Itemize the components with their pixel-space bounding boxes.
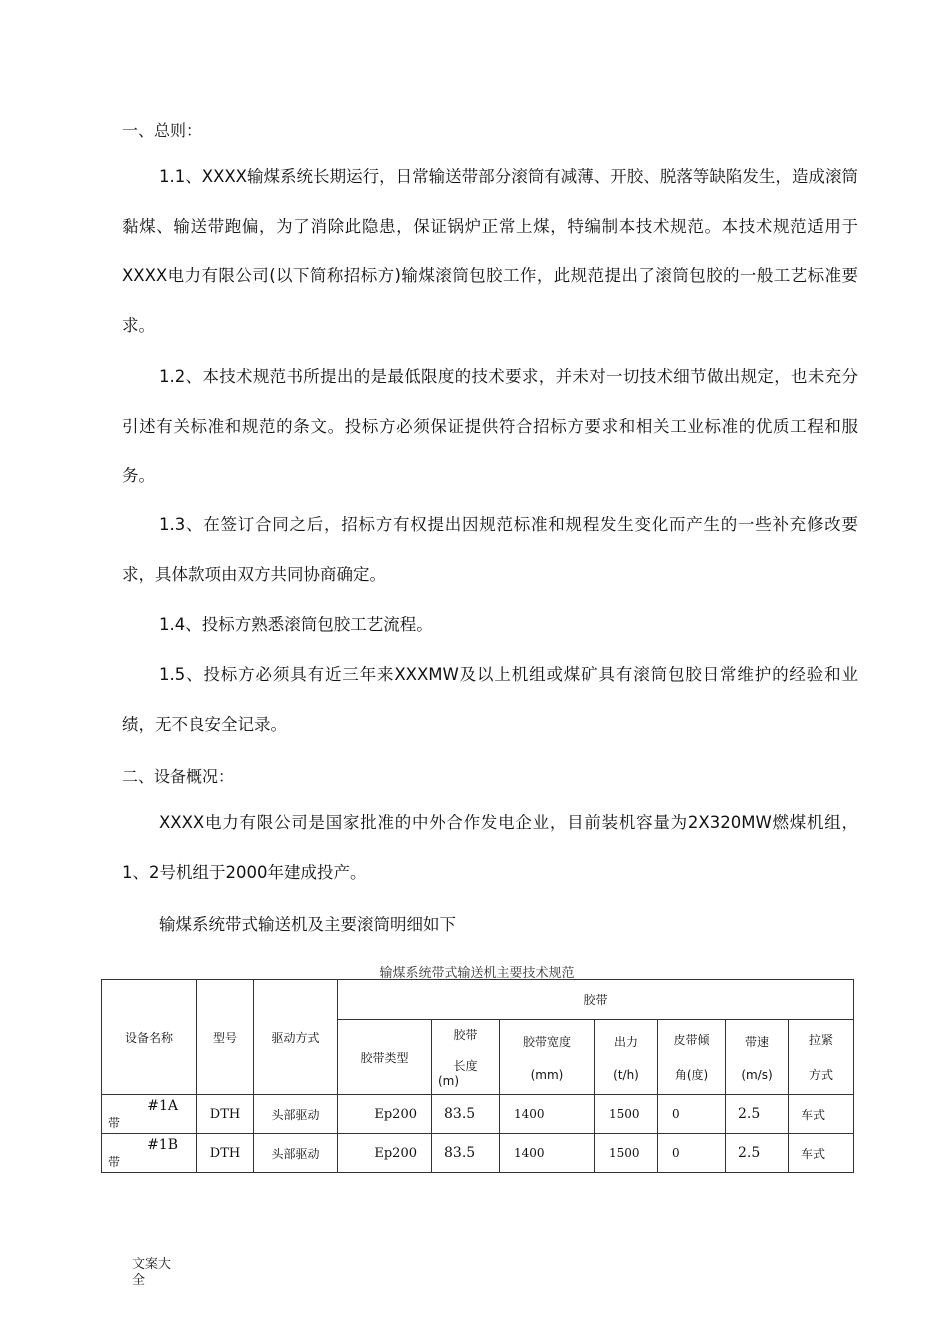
header-length-unit: (m) [438, 1074, 460, 1088]
paragraph-1-5-text: 1.5、投标方必须具有近三年来XXXMW及以上机组或煤矿具有滚筒包胶日常维护的经验和业绩，无不良安全记录。 [122, 665, 858, 734]
header-speed [726, 1020, 789, 1095]
header-belt-group: 胶带 [338, 980, 854, 1020]
header-length-line1: 胶带 [453, 1028, 478, 1042]
paragraph-1-4-text: 1.4、投标方熟悉滚筒包胶工艺流程。 [159, 615, 433, 634]
cell-speed: 2.5 [726, 1095, 789, 1134]
header-length-line2: 长度 [453, 1059, 478, 1073]
header-tension [789, 1020, 854, 1095]
header-angle-line1: 皮带倾 [673, 1033, 710, 1047]
paragraph-1-2-text: 1.2、本技术规范书所提出的是最低限度的技术要求，并未对一切技术细节做出规定，也未充分引述有关标准和规范的条文。投标方必须保证提供符合招标方要求和相关工业标准的优质工程和服务。 [122, 367, 858, 485]
cell-output: 1500 [595, 1095, 658, 1134]
paragraph-1-3 [122, 500, 858, 599]
header-width-line1: 胶带宽度 [522, 1034, 571, 1049]
header-speed-line1: 带速 [744, 1034, 769, 1049]
header-output [595, 1020, 658, 1095]
cell-drive: 头部驱动 [254, 1134, 338, 1173]
header-output-unit: (t/h) [613, 1067, 639, 1082]
section-2-heading: 二、设备概况： [122, 767, 235, 786]
table-row [102, 1095, 854, 1134]
cell-model: DTH [197, 1095, 254, 1134]
header-width [500, 1020, 595, 1095]
footer-text: 文案大全 [132, 1257, 172, 1288]
cell-name [102, 1095, 197, 1134]
cell-belt-type: Ep200 [338, 1095, 432, 1134]
cell-angle: 0 [658, 1134, 726, 1173]
cell-width: 1400 [500, 1095, 595, 1134]
cell-suffix: 带 [108, 1154, 121, 1169]
header-tension-line1: 拉紧 [809, 1033, 834, 1047]
paragraph-1-1 [122, 152, 858, 350]
cell-belt-type: Ep200 [338, 1134, 432, 1173]
cell-length: 83.5 [432, 1095, 500, 1134]
header-name: 设备名称 [102, 980, 197, 1095]
paragraph-1-3-text: 1.3、在签订合同之后，招标方有权提出因规范标准和规程发生变化而产生的一些补充修改要求，具体款项由双方共同协商确定。 [122, 515, 858, 584]
header-belt-type: 胶带类型 [338, 1020, 432, 1095]
paragraph-1-5 [122, 650, 858, 749]
header-model: 型号 [197, 980, 254, 1095]
cell-width: 1400 [500, 1134, 595, 1173]
table-row [102, 1134, 854, 1173]
cell-tension: 车式 [789, 1134, 854, 1173]
paragraph-1-1-text: 1.1、XXXX输煤系统长期运行，日常输送带部分滚筒有减薄、开胶、脱落等缺陷发生，造成滚筒黏煤、输送带跑偏，为了消除此隐患，保证锅炉正常上煤，特编制本技术规范。本技术规范适用于XXXX电力有限公司(以下简称招标方)输煤滚筒包胶工作，此规范提出了滚筒包胶的一般工艺标准要求。 [122, 167, 858, 335]
header-angle [658, 1020, 726, 1095]
table-intro: 输煤系统带式输送机及主要滚筒明细如下 [159, 915, 456, 934]
header-drive: 驱动方式 [254, 980, 338, 1095]
header-tension-line2: 方式 [809, 1068, 834, 1082]
cell-code: #1B [147, 1136, 178, 1153]
cell-tension: 车式 [789, 1095, 854, 1134]
cell-speed: 2.5 [726, 1134, 789, 1173]
section-1-heading: 一、总则： [122, 121, 203, 140]
header-angle-line2: 角(度) [674, 1068, 709, 1082]
paragraph-1-4 [122, 600, 858, 650]
header-output-line1: 出力 [613, 1034, 638, 1049]
paragraph-2-1-text: XXXX电力有限公司是国家批准的中外合作发电企业，目前装机容量为2X320MW燃煤机组，1、2号机组于2000年建成投产。 [122, 813, 858, 882]
cell-code: #1A [147, 1097, 178, 1114]
header-width-unit: (mm) [530, 1067, 564, 1082]
cell-drive: 头部驱动 [254, 1095, 338, 1134]
cell-output: 1500 [595, 1134, 658, 1173]
table-caption: 输煤系统带式输送机主要技术规范 [379, 966, 575, 981]
cell-length: 83.5 [432, 1134, 500, 1173]
cell-model: DTH [197, 1134, 254, 1173]
paragraph-2-1 [122, 798, 858, 897]
paragraph-1-2 [122, 352, 858, 501]
cell-suffix: 带 [108, 1115, 121, 1130]
cell-angle: 0 [658, 1095, 726, 1134]
header-length [432, 1020, 500, 1095]
cell-name [102, 1134, 197, 1173]
belt-spec-table [101, 979, 854, 1173]
header-speed-unit: (m/s) [741, 1067, 773, 1082]
